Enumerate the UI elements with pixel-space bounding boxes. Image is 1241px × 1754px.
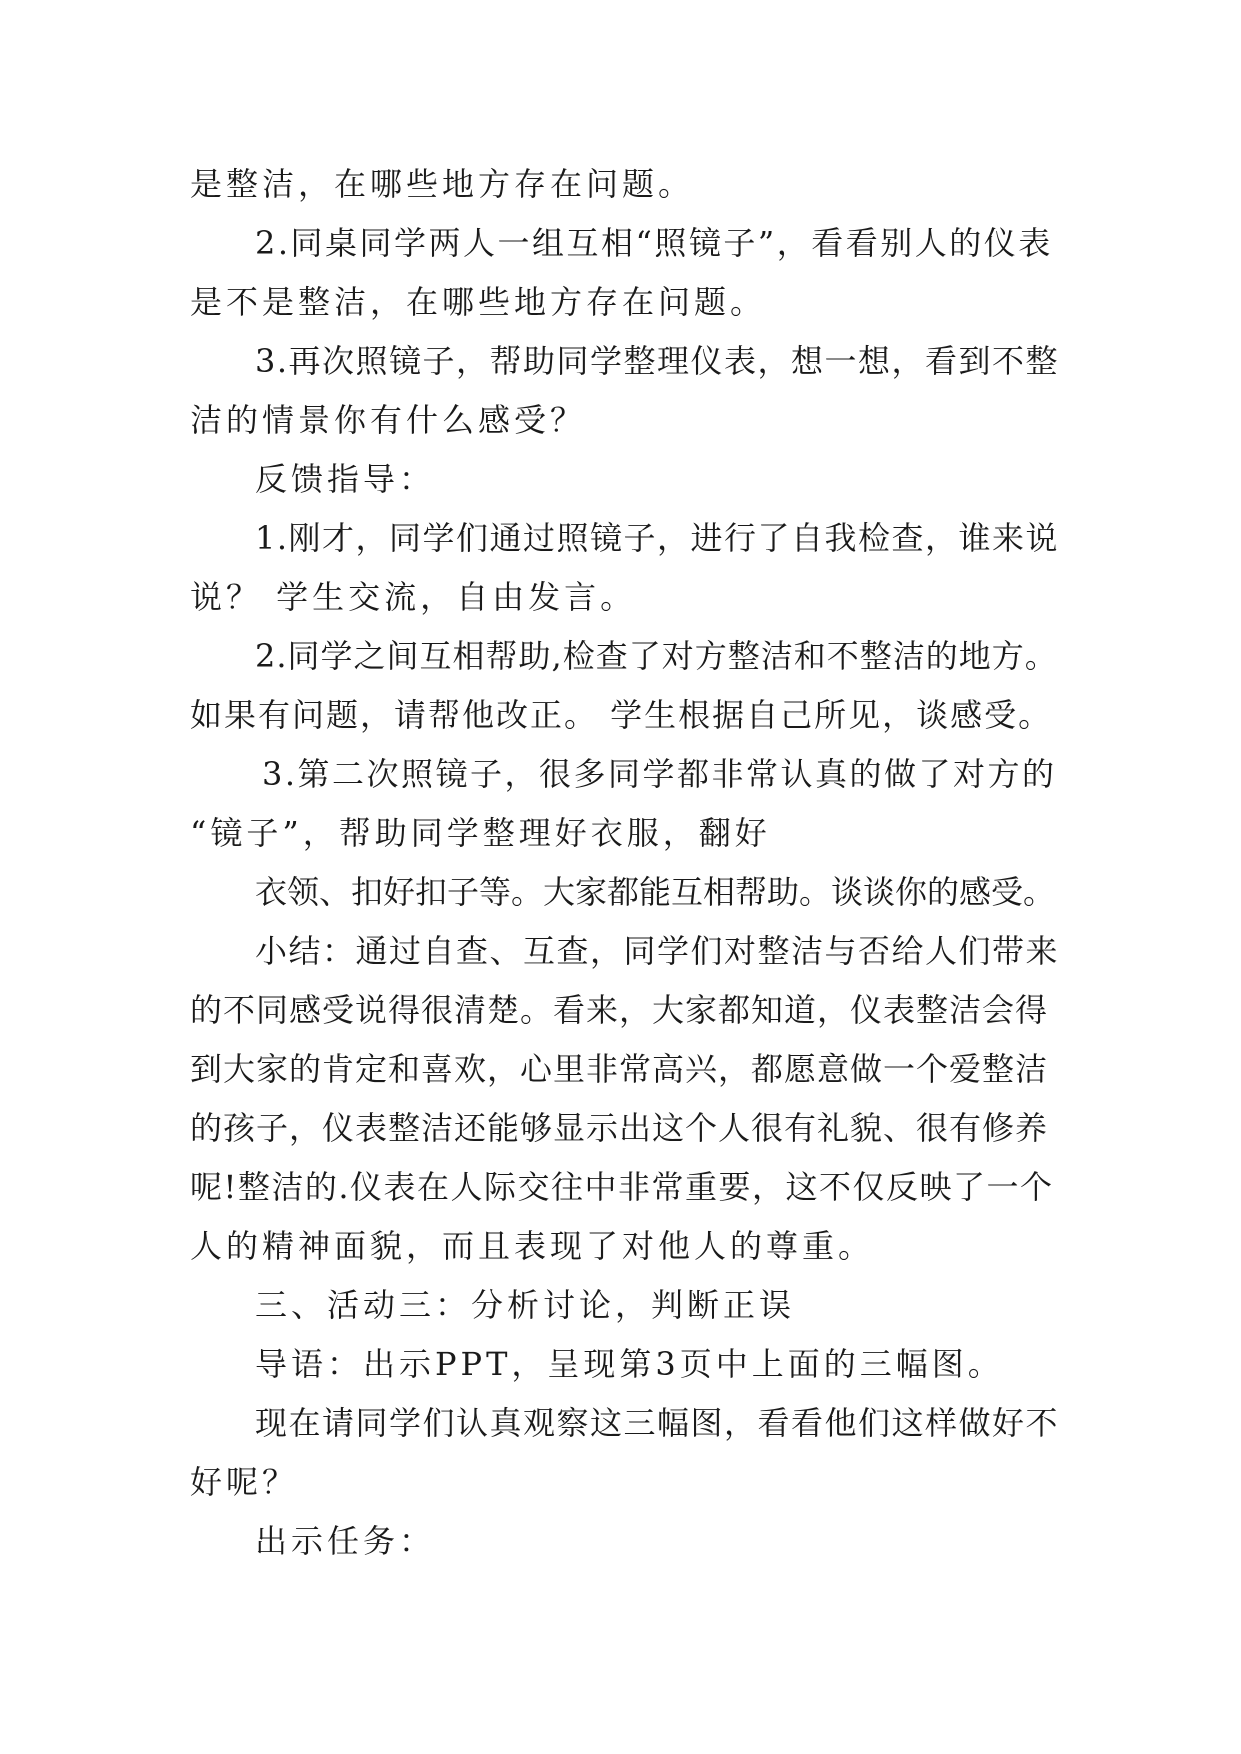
text-line: 到大家的肯定和喜欢，心里非常高兴，都愿意做一个爱整洁	[190, 1050, 1049, 1088]
text-line: 的孩子，仪表整洁还能够显示出这个人很有礼貌、很有修养	[190, 1109, 1049, 1147]
text-line: 导语：出示PPT，呈现第3页中上面的三幅图。	[255, 1345, 1004, 1383]
text-line: 如果有问题，请帮他改正。 学生根据自己所见，谈感受。	[190, 696, 1053, 734]
text-line: 三、活动三：分析讨论，判断正误	[255, 1286, 796, 1324]
text-line: 3.第二次照镜子，很多同学都非常认真的做了对方的	[262, 755, 1057, 793]
text-line: 现在请同学们认真观察这三幅图，看看他们这样做好不	[255, 1404, 1060, 1442]
text-line: 说？ 学生交流，自由发言。	[190, 578, 637, 616]
text-line: 小结：通过自查、互查，同学们对整洁与否给人们带来	[255, 932, 1060, 970]
text-line: 2.同学之间互相帮助,检查了对方整洁和不整洁的地方。	[255, 637, 1058, 675]
text-line: 出示任务：	[255, 1522, 436, 1560]
text-line: 2.同桌同学两人一组互相“照镜子”，看看别人的仪表	[255, 224, 1053, 262]
text-line: 1.刚才，同学们通过照镜子，进行了自我检查，谁来说	[255, 519, 1060, 557]
text-line: 的不同感受说得很清楚。看来，大家都知道，仪表整洁会得	[190, 991, 1049, 1029]
text-line: 呢!整洁的.仪表在人际交往中非常重要，这不仅反映了一个	[190, 1168, 1054, 1206]
text-line: 是不是整洁，在哪些地方存在问题。	[190, 283, 767, 321]
text-line: 是整洁，在哪些地方存在问题。	[190, 165, 695, 203]
text-line: 人的精神面貌，而且表现了对他人的尊重。	[190, 1227, 875, 1265]
text-line: “镜子”，帮助同学整理好衣服，翻好	[190, 814, 771, 852]
text-line: 3.再次照镜子，帮助同学整理仪表，想一想，看到不整	[255, 342, 1060, 380]
text-line: 洁的情景你有什么感受？	[190, 401, 587, 439]
text-line: 好呢？	[190, 1463, 299, 1501]
text-line: 反馈指导：	[255, 460, 436, 498]
text-line: 衣领、扣好扣子等。大家都能互相帮助。谈谈你的感受。	[255, 873, 1056, 911]
